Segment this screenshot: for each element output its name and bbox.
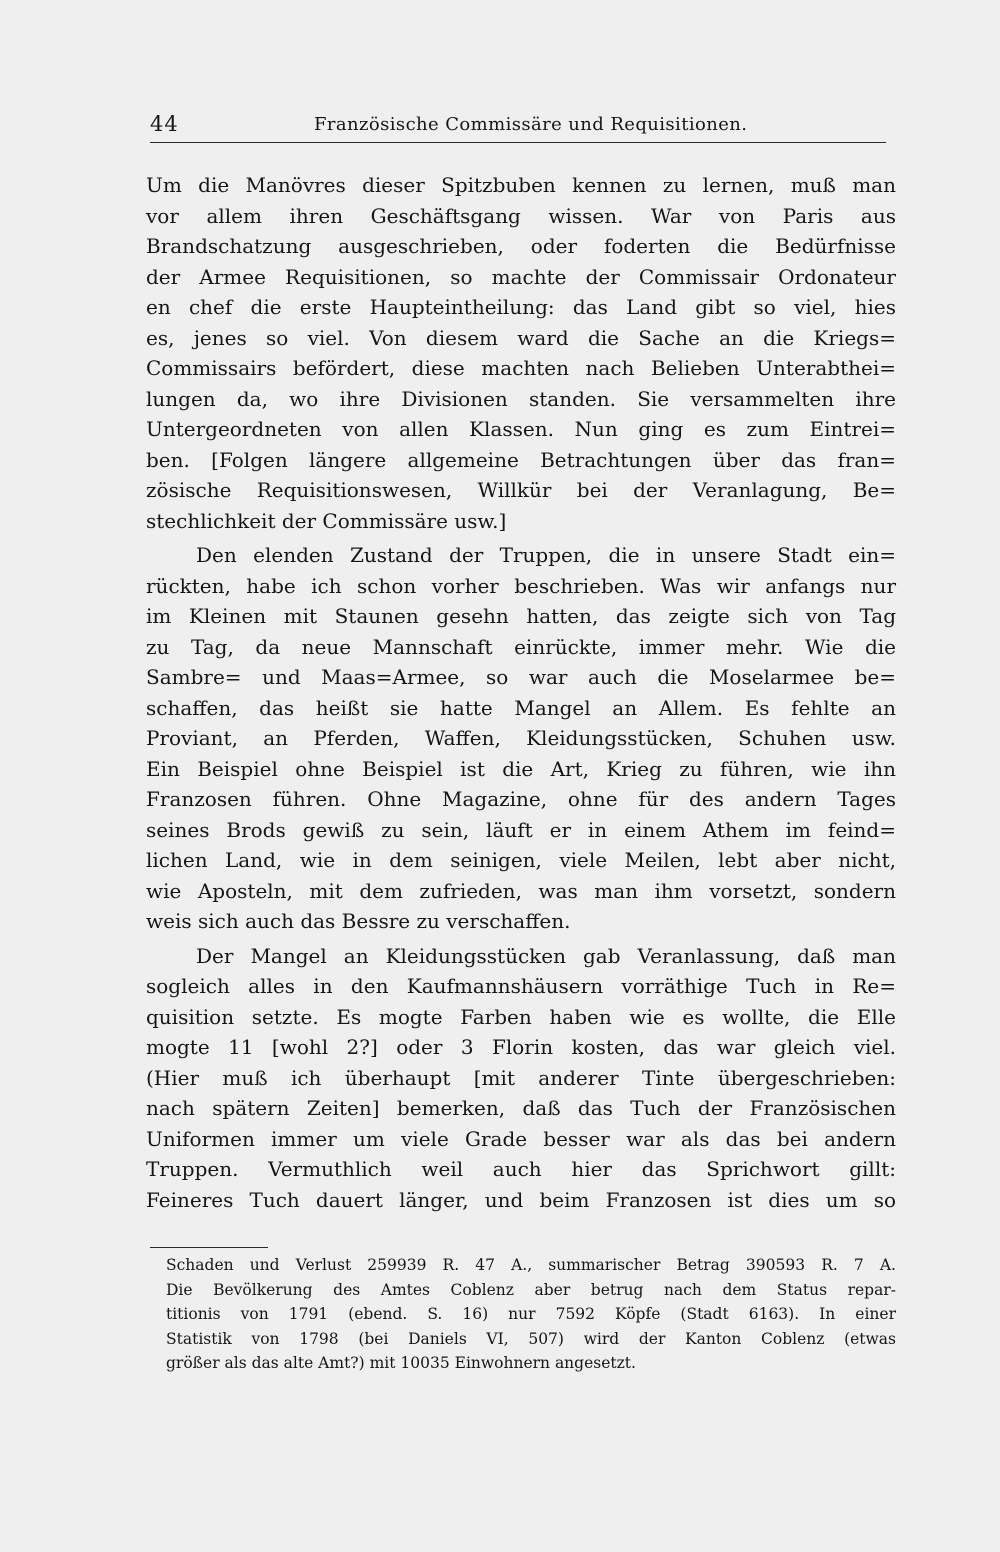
paragraph-3 xyxy=(146,941,896,1216)
text-line: Sambre= und Maas=Armee, so war auch die Moselarmee be= xyxy=(146,665,896,689)
footnote-rule xyxy=(150,1247,268,1248)
running-title: Französische Commissäre und Requisitionen. xyxy=(314,114,748,135)
text-line: mogte 11 [wohl 2?] oder 3 Florin kosten, das war gleich viel. xyxy=(146,1035,896,1059)
text-line: Feineres Tuch dauert länger, und beim Franzosen ist dies um so xyxy=(146,1187,896,1212)
paragraph-2 xyxy=(146,540,896,937)
text-line: seines Brods gewiß zu sein, läuft er in einem Athem im feind= xyxy=(146,817,896,842)
text-line: zu Tag, da neue Mannschaft einrückte, immer mehr. Wie die xyxy=(146,634,896,659)
text-line: Den elenden Zustand der Truppen, die in unsere Stadt ein= xyxy=(196,543,896,567)
text-line: vor allem ihren Geschäftsgang wissen. War von Paris aus xyxy=(146,203,896,228)
text-line: Uniformen immer um viele Grade besser war als das bei andern xyxy=(146,1126,896,1151)
page-header xyxy=(150,110,890,140)
page-number: 44 xyxy=(150,112,179,136)
text-line: lichen Land, wie in dem seinigen, viele Meilen, lebt aber nicht, xyxy=(146,848,896,872)
text-line: weis sich auch das Bessre zu verschaffen. xyxy=(146,909,571,933)
text-line: im Kleinen mit Staunen gesehn hatten, das zeigte sich von Tag xyxy=(146,604,896,628)
text-line: Truppen. Vermuthlich weil auch hier das Sprichwort gillt: xyxy=(146,1157,896,1181)
footnote-line: Die Bevölkerung des Amtes Coblenz aber betrug nach dem Status repar- xyxy=(166,1280,896,1299)
text-line: Um die Manövres dieser Spitzbuben kennen zu lernen, muß man xyxy=(146,173,896,197)
text-line: Der Mangel an Kleidungsstücken gab Veranlassung, daß man xyxy=(196,943,896,968)
text-line: rückten, habe ich schon vorher beschrieben. Was wir anfangs nur xyxy=(146,573,896,598)
text-line: schaffen, das heißt sie hatte Mangel an Allem. Es fehlte an xyxy=(146,695,896,720)
body-text xyxy=(146,170,896,1215)
header-rule xyxy=(150,142,886,143)
paragraph-1 xyxy=(146,170,896,536)
text-line: zösische Requisitionswesen, Willkür bei der Veranlagung, Be= xyxy=(146,478,896,502)
text-line: stechlichkeit der Commissäre usw.] xyxy=(146,508,507,533)
text-line: Franzosen führen. Ohne Magazine, ohne für des andern Tages xyxy=(146,787,896,811)
footnote-line: Statistik von 1798 (bei Daniels VI, 507) wird der Kanton Coblenz (etwas xyxy=(166,1329,896,1348)
footnote-line: titionis von 1791 (ebend. S. 16) nur 7592 Köpfe (Stadt 6163). In einer xyxy=(166,1305,896,1323)
text-line: (Hier muß ich überhaupt [mit anderer Tinte übergeschrieben: xyxy=(146,1065,896,1090)
text-line: wie Aposteln, mit dem zufrieden, was man ihm vorsetzt, sondern xyxy=(146,878,896,903)
text-line: sogleich alles in den Kaufmannshäusern vorräthige Tuch in Re= xyxy=(146,974,896,998)
text-line: der Armee Requisitionen, so machte der Commissair Ordonateur xyxy=(146,264,896,289)
text-line: Proviant, an Pferden, Waffen, Kleidungsstücken, Schuhen usw. xyxy=(146,726,896,750)
footnote xyxy=(166,1253,896,1376)
text-line: en chef die erste Haupteintheilung: das Land gibt so viel, hies xyxy=(146,295,896,319)
footnote-line: größer als das alte Amt?) mit 10035 Einwohnern angesetzt. xyxy=(166,1354,636,1372)
text-line: nach spätern Zeiten] bemerken, daß das Tuch der Französischen xyxy=(146,1096,896,1120)
text-line: Commissairs befördert, diese machten nach Belieben Unterabthei= xyxy=(146,356,896,380)
text-line: ben. [Folgen längere allgemeine Betrachtungen über das fran= xyxy=(146,447,896,472)
text-line: es, jenes so viel. Von diesem ward die Sache an die Kriegs= xyxy=(146,325,896,350)
text-line: Brandschatzung ausgeschrieben, oder foderten die Bedürfnisse xyxy=(146,234,896,258)
text-line: quisition setzte. Es mogte Farben haben wie es wollte, die Elle xyxy=(146,1004,896,1029)
text-line: Ein Beispiel ohne Beispiel ist die Art, Krieg zu führen, wie ihn xyxy=(146,756,896,781)
footnote-line: Schaden und Verlust 259939 R. 47 A., summarischer Betrag 390593 R. 7 A. xyxy=(166,1256,896,1274)
text-line: Untergeordneten von allen Klassen. Nun ging es zum Eintrei= xyxy=(146,417,896,441)
text-line: lungen da, wo ihre Divisionen standen. Sie versammelten ihre xyxy=(146,386,896,411)
